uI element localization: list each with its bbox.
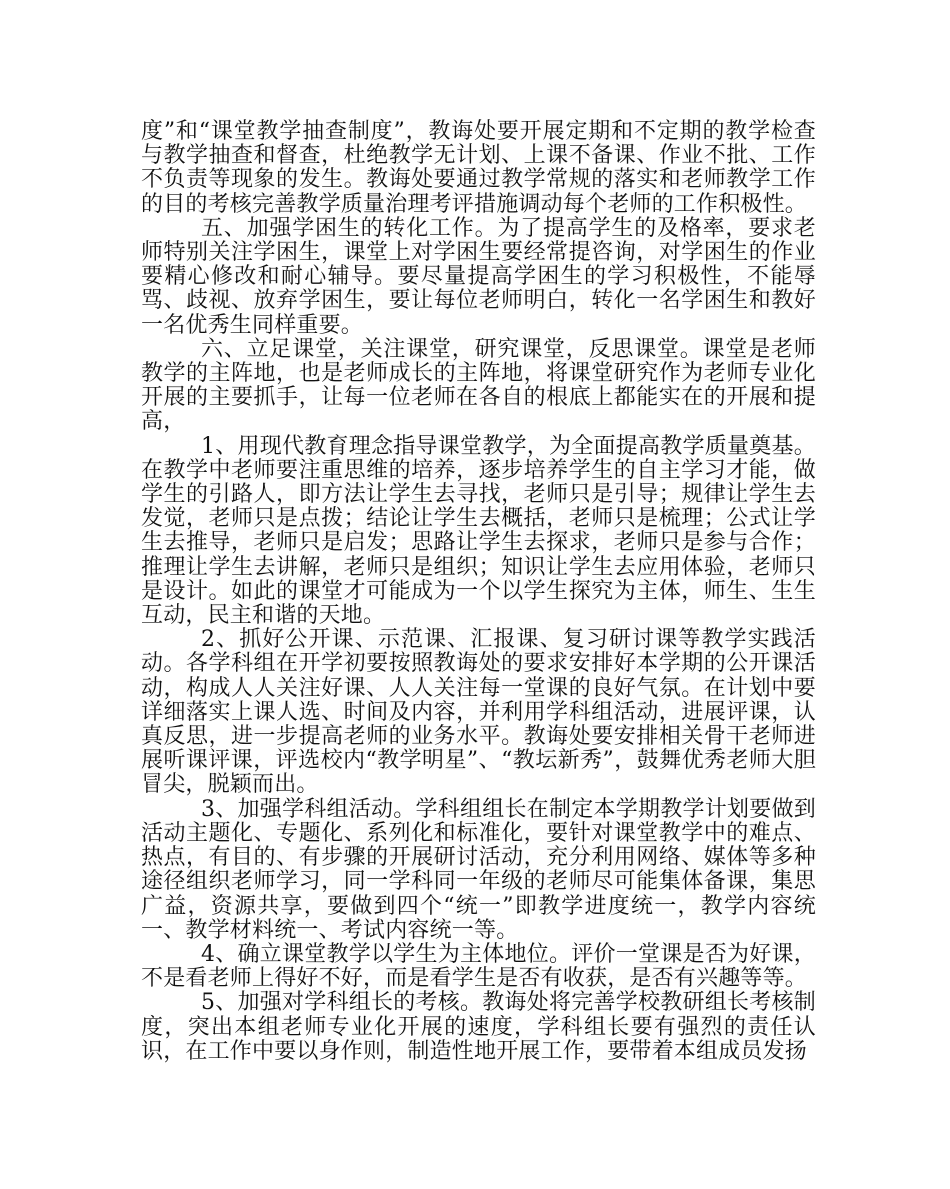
paragraph-item-5-group-leader-assessment: 5、加强对学科组长的考核。教诲处将完善学校教研组长考核制度，突出本组老师专业化开展的速度，学科组长要有强烈的责任认识，在工作中要以身作则，制造性地开展工作，要带着本组成员发扬 (141, 990, 816, 1064)
paragraph-item-3-subject-groups: 3、加强学科组活动。学科组组长在制定本学期教学计划要做到活动主题化、专题化、系列化和标准化，要针对课堂教学中的难点、热点，有目的、有步骤的开展研讨活动，充分利用网络、媒体等多种途径组织老师学习，同一学科同一年级的老师尽可能集体备课，集思广益，资源共享，要做到四个“统一”即教学进度统一，教学内容统一、教学材料统一、考试内容统一等。 (141, 796, 816, 943)
paragraph-item-4-student-centered: 4、确立课堂教学以学生为主体地位。评价一堂课是否为好课，不是看老师上得好不好，而是看学生是否有收获，是否有兴趣等等。 (141, 941, 816, 992)
paragraph-inspection-continued: 度”和“课堂教学抽查制度”，教诲处要开展定期和不定期的教学检查与教学抽查和督查，杜绝教学无计划、上课不备课、作业不批、工作不负责等现象的发生。教诲处要通过教学常规的落实和老师教学工作的目的考核完善教学质量治理考评措施调动每个老师的工作积极性。 (141, 119, 816, 217)
paragraph-item-1-modern-education: 1、用现代教育理念指导课堂教学，为全面提高教学质量奠基。在教学中老师要注重思维的培养，逐步培养学生的自主学习才能，做学生的引路人，即方法让学生去寻找，老师只是引导；规律让学生去发觉，老师只是点拨；结论让学生去概括，老师只是梳理；公式让学生去推导，老师只是启发；思路让学生去探求，老师只是参与合作；推理让学生去讲解，老师只是组织；知识让学生去应用体验，老师只是设计。如此的课堂才可能成为一个以学生探究为主体，师生、生生互动，民主和谐的天地。 (141, 433, 816, 629)
document-body (141, 120, 816, 1064)
paragraph-struggling-students: 五、加强学困生的转化工作。为了提高学生的及格率，要求老师特别关注学困生，课堂上对学困生要经常提咨询，对学困生的作业要精心修改和耐心辅导。要尽量提高学困生的学习积极性，不能辱骂、歧视、放弃学困生，要让每位老师明白，转化一名学困生和教好一名优秀生同样重要。 (141, 215, 816, 338)
paragraph-item-2-open-classes: 2、抓好公开课、示范课、汇报课、复习研讨课等教学实践活动。各学科组在开学初要按照教诲处的要求安排好本学期的公开课活动，构成人人关注好课、人人关注每一堂课的良好气氛。在计划中要详细落实上课人选、时间及内容，并利用学科组活动，进展评课，认真反思，进一步提高老师的业务水平。教诲处要安排相关骨干老师进展听课评课，评选校内“教学明星”、“教坛新秀”，鼓舞优秀老师大胆冒尖，脱颖而出。 (141, 627, 816, 798)
paragraph-focus-classroom: 六、立足课堂，关注课堂，研究课堂，反思课堂。课堂是老师教学的主阵地，也是老师成长的主阵地，将课堂研究作为老师专业化开展的主要抓手，让每一位老师在各自的根底上都能实在的开展和提高， (141, 336, 816, 435)
